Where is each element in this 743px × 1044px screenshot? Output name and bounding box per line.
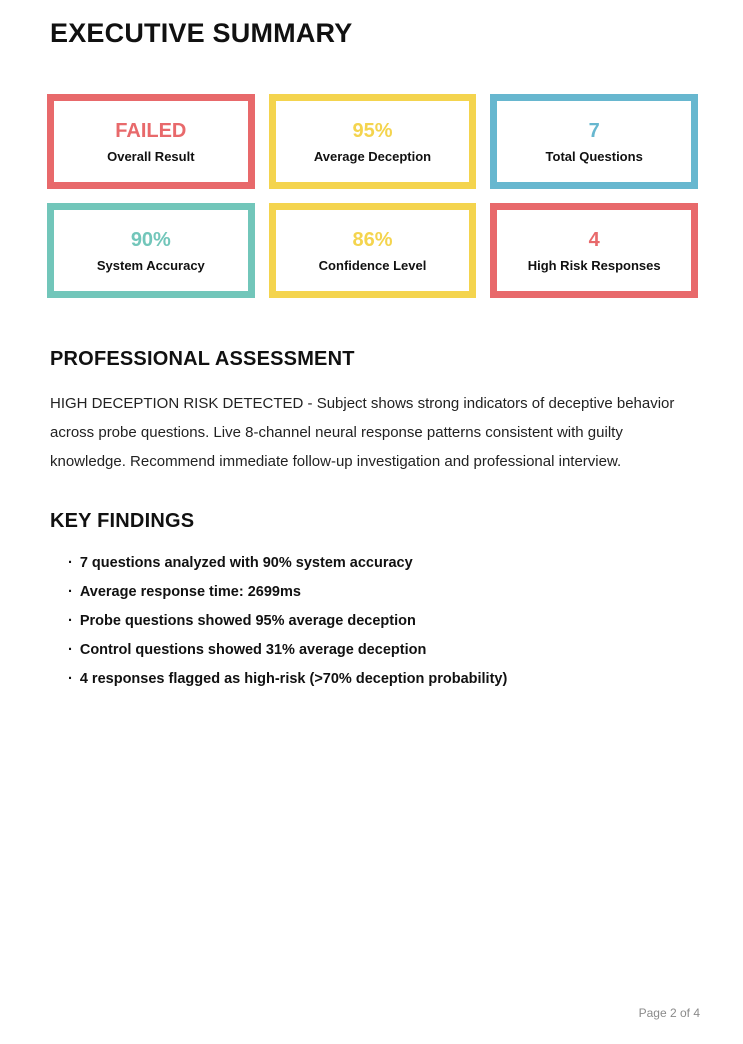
stat-cards-grid xyxy=(47,94,698,298)
finding-text: Control questions showed 31% average deception xyxy=(79,642,427,658)
professional-assessment-section xyxy=(0,348,743,476)
finding-text: 7 questions analyzed with 90% system accuracy xyxy=(79,555,413,571)
page-number: Page 2 of 4 xyxy=(638,1006,700,1020)
finding-text: 4 responses flagged as high-risk (>70% deception probability) xyxy=(79,671,508,687)
finding-text: Average response time: 2699ms xyxy=(79,584,301,600)
stat-label: System Accuracy xyxy=(96,257,205,273)
bullet-dot: · xyxy=(68,555,73,571)
stat-value: 86% xyxy=(352,228,393,251)
stat-card-overall-result xyxy=(47,94,255,189)
finding-item xyxy=(68,671,698,688)
key-findings-section xyxy=(0,510,743,688)
stat-value: 4 xyxy=(588,228,600,251)
findings-heading: KEY FINDINGS xyxy=(50,510,195,532)
stat-label: Confidence Level xyxy=(318,257,427,273)
stat-card-total-questions xyxy=(490,94,698,189)
bullet-dot: · xyxy=(68,613,73,629)
stat-label: Average Deception xyxy=(313,148,432,164)
stat-card-high-risk-responses xyxy=(490,203,698,298)
bullet-dot: · xyxy=(68,642,73,658)
stat-value: 7 xyxy=(588,119,600,142)
stat-label: Total Questions xyxy=(545,148,643,164)
stat-card-average-deception xyxy=(269,94,477,189)
stat-value: 90% xyxy=(130,228,171,251)
stat-label: High Risk Responses xyxy=(527,257,661,273)
bullet-dot: · xyxy=(68,584,73,600)
page-title: EXECUTIVE SUMMARY xyxy=(50,18,353,48)
finding-item xyxy=(68,613,698,630)
stat-card-confidence-level xyxy=(269,203,477,298)
finding-item xyxy=(68,555,698,572)
stat-card-system-accuracy xyxy=(47,203,255,298)
stat-value: FAILED xyxy=(115,119,187,142)
stat-label: Overall Result xyxy=(107,148,195,164)
assessment-body-text: HIGH DECEPTION RISK DETECTED - Subject shows strong indicators of deceptive behavior across probe questions. Live 8-channel neural response patterns consistent with guilty knowledge. Recommend immediate follow-up investigation and professional interview. xyxy=(50,395,675,470)
finding-item xyxy=(68,642,698,659)
finding-item xyxy=(68,584,698,601)
bullet-dot: · xyxy=(68,671,73,687)
stat-value: 95% xyxy=(352,119,393,142)
assessment-heading: PROFESSIONAL ASSESSMENT xyxy=(50,348,355,370)
findings-list xyxy=(50,555,698,688)
finding-text: Probe questions showed 95% average deception xyxy=(79,613,416,629)
